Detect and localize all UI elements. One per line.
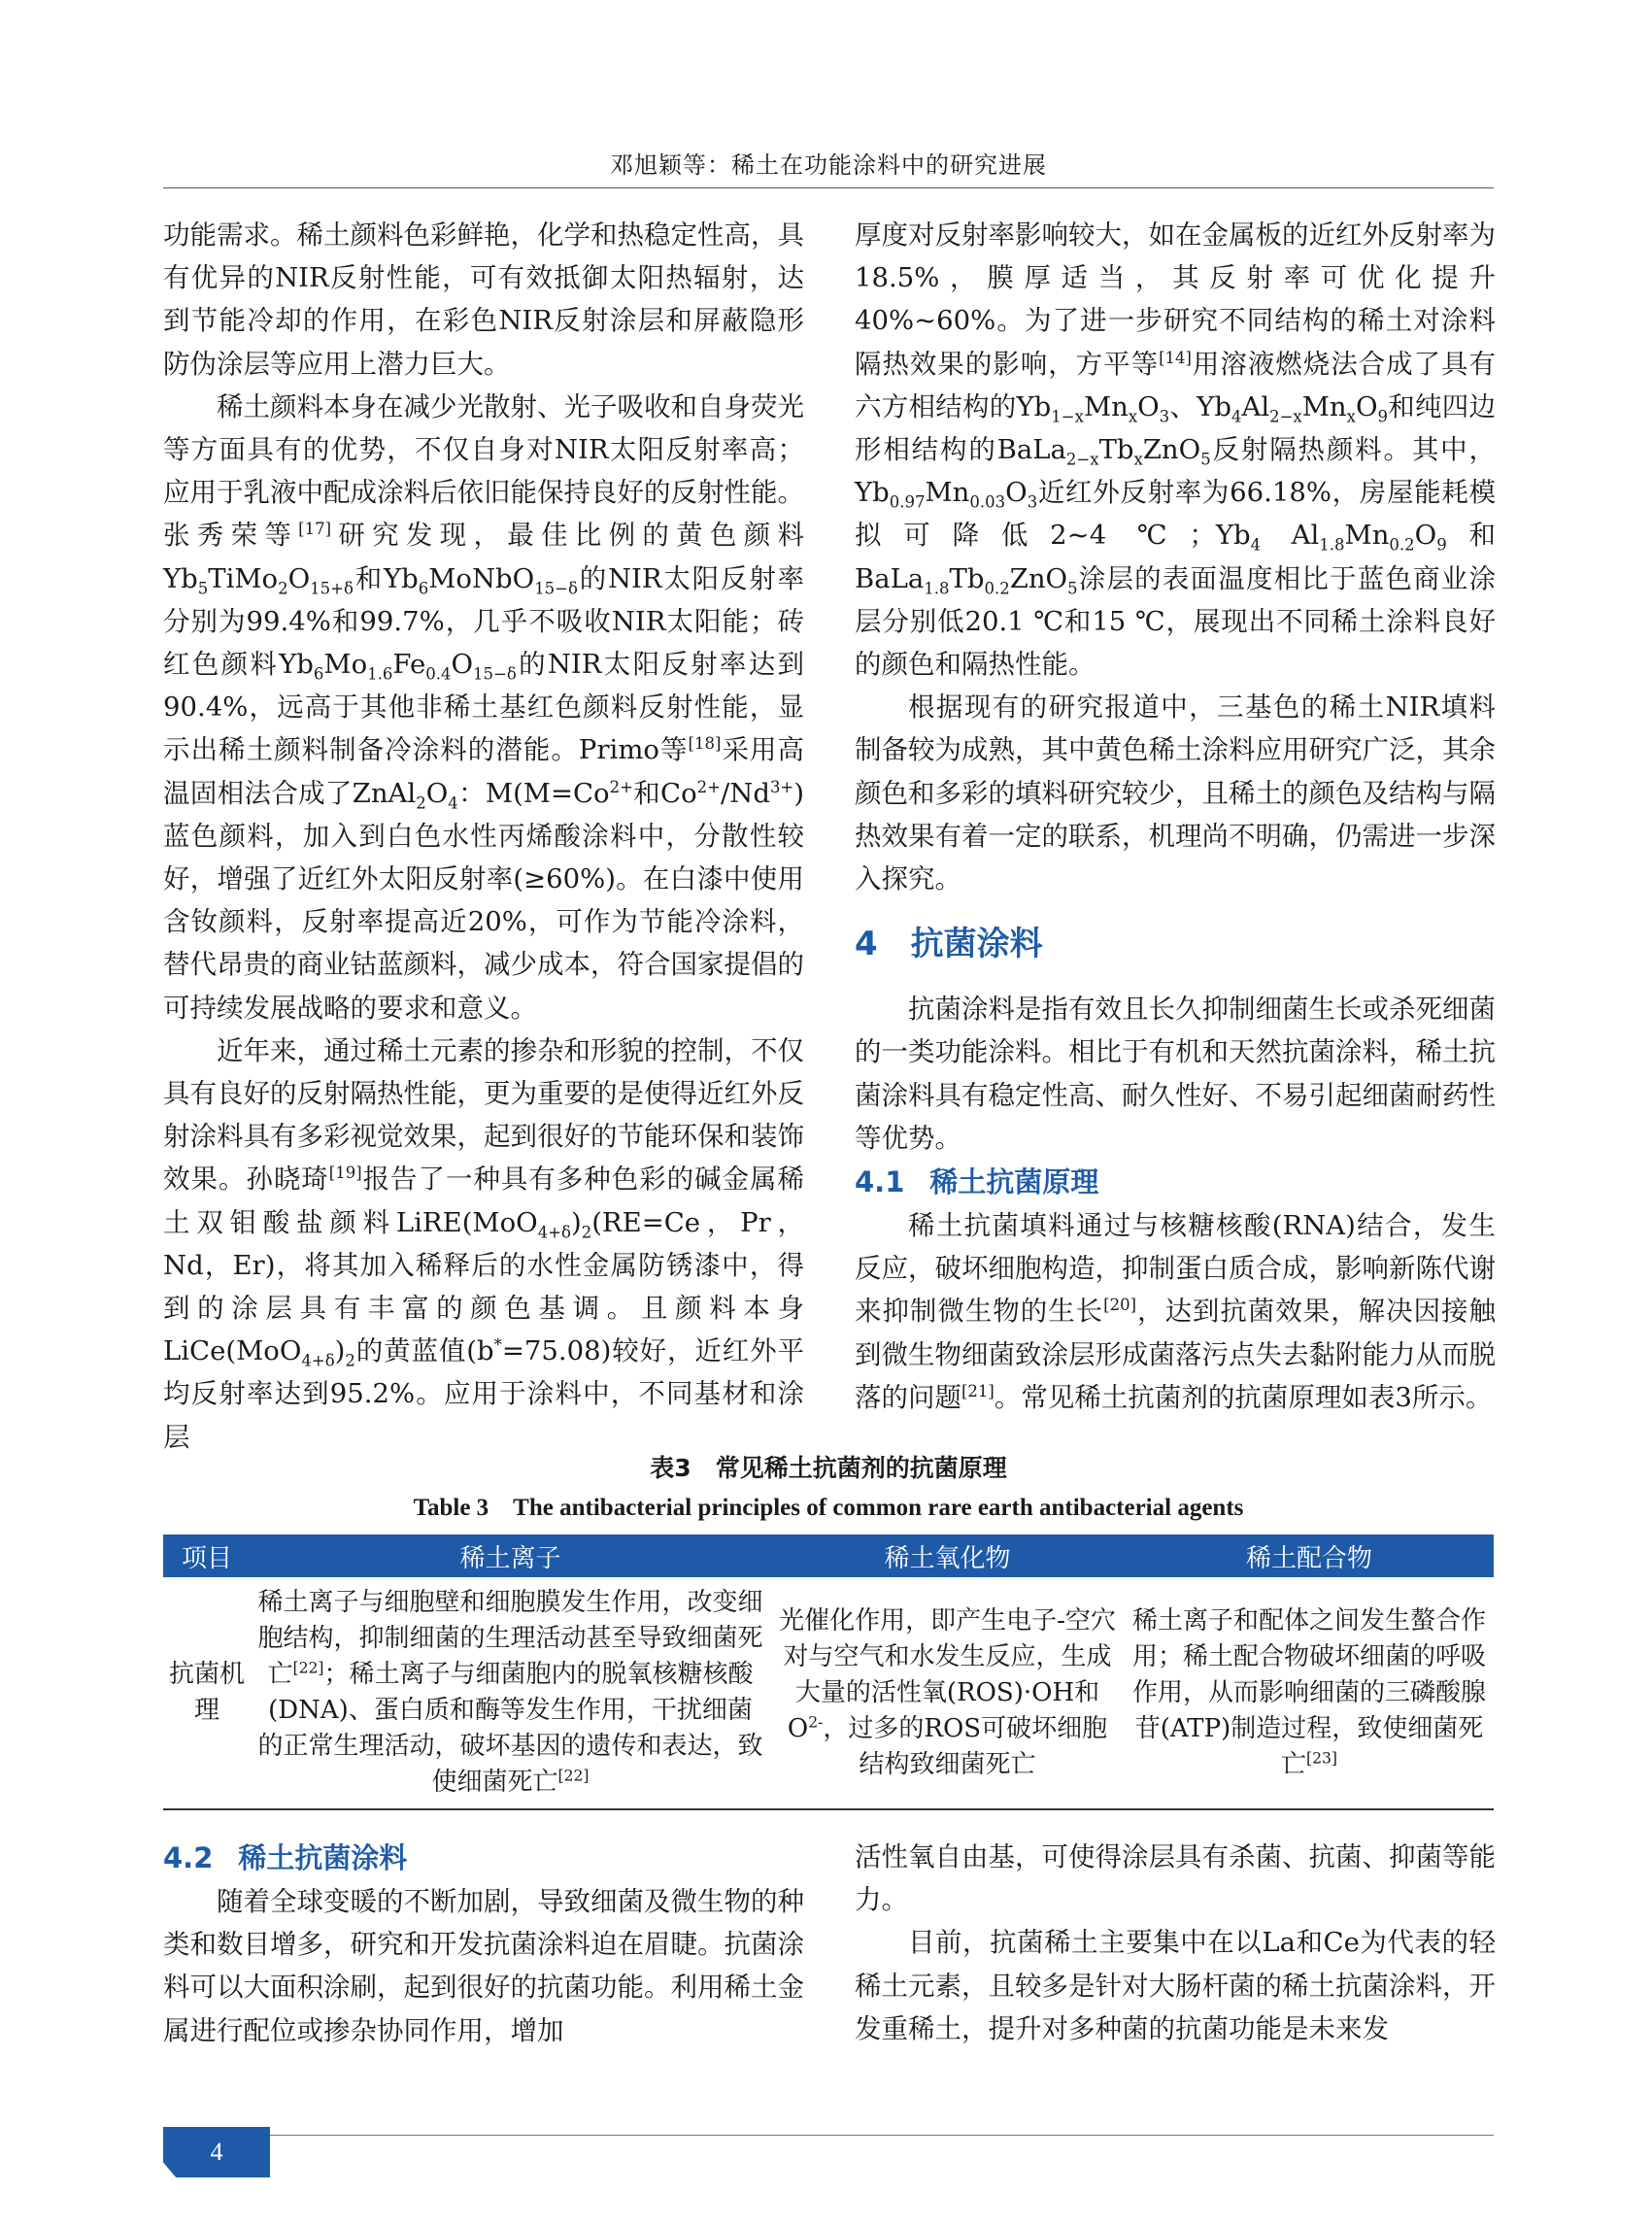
paragraph: 根据现有的研究报道中，三基色的稀土NIR填料制备较为成熟，其中黄色稀土涂料应用研究广泛，其余颜色和多彩的填料研究较少，且稀土的颜色及结构与隔热效果有着一定的联系，机理尚不明确，仍需进一步深入探究。 bbox=[855, 691, 1496, 895]
table-header-row bbox=[163, 1535, 1494, 1577]
citation: [19] bbox=[328, 1164, 362, 1183]
section-heading-4: 4 抗菌涂料 bbox=[855, 925, 1043, 964]
citation: [17] bbox=[298, 520, 332, 539]
citation: [22] bbox=[557, 1767, 590, 1785]
left-column bbox=[163, 214, 804, 1459]
citation: [21] bbox=[961, 1381, 995, 1400]
paragraph: 目前，抗菌稀土主要集中在以La和Ce为代表的轻稀土元素，且较多是针对大肠杆菌的稀土抗菌涂料，开发重稀土，提升对多种菌的抗菌功能是未来发 bbox=[855, 1927, 1496, 2044]
page-number: 4 bbox=[210, 2138, 223, 2166]
paragraph: 随着全球变暖的不断加剧，导致细菌及微生物的种类和数目增多，研究和开发抗菌涂料迫在眉睫。抗菌涂料可以大面积涂刷，起到很好的抗菌功能。利用稀土金属进行配位或掺杂协同作用，增加 bbox=[163, 1886, 804, 2046]
table-header: 稀土离子 bbox=[251, 1535, 770, 1577]
header-rule bbox=[163, 187, 1494, 188]
table-cell: 稀土离子和配体之间发生螯合作用；稀土配合物破坏细菌的呼吸作用，从而影响细菌的三磷酸腺苷(ATP)制造过程，致使细菌死亡[23] bbox=[1125, 1577, 1494, 1809]
section-heading-4-1: 4.1 稀土抗菌原理 bbox=[855, 1165, 1099, 1199]
table-header: 稀土配合物 bbox=[1125, 1535, 1494, 1577]
right-column-bottom bbox=[855, 1836, 1496, 2050]
citation: [14] bbox=[1159, 348, 1192, 367]
antibacterial-table bbox=[163, 1535, 1494, 1810]
table-cell: 光催化作用，即产生电子-空穴对与空气和水发生反应，生成大量的活性氧(ROS)·OH和$O^{2-}$，过多的ROS可破坏细胞结构致细菌死亡 bbox=[770, 1577, 1125, 1809]
paragraph: 功能需求。稀土颜料色彩鲜艳，化学和热稳定性高，具有优异的NIR反射性能，可有效抵御太阳热辐射，达到节能冷却的作用，在彩色NIR反射涂层和屏蔽隐形防伪涂层等应用上潜力巨大。 bbox=[163, 219, 804, 380]
footer-rule bbox=[163, 2135, 1494, 2136]
citation: [18] bbox=[688, 734, 722, 754]
right-column bbox=[855, 214, 1496, 1419]
running-header: 邓旭颖等：稀土在功能涂料中的研究进展 bbox=[610, 152, 1047, 179]
paragraph: 厚度对反射率影响较大，如在金属板的近红外反射率为18.5%，膜厚适当，其反射率可优化提升40%~60%。为了进一步研究不同结构的稀土对涂料隔热效果的影响，方平等[14]用溶液燃烧法合成了具有六方相结构的$Yb_{1-x}Mn_xO_3$、$Yb_4Al_{2-x}Mn_xO_9$和纯四边形相结构的$BaLa_{2-x}Tb_xZnO_5$反射隔热颜料。其中，$Yb_{0.97}Mn_{0.03}O_3$近红外反射率为66.18%，房屋能耗模拟可降低2~4 ℃；$Yb_4$ $Al_{1.8}Mn_{0.2}O_9$和$BaLa_{1.8}Tb_{0.2}ZnO_5$涂层的表面温度相比于蓝色商业涂层分别低20.1 ℃和15 ℃，展现出不同稀土涂料良好的颜色和隔热性能。 bbox=[855, 219, 1497, 681]
paragraph: 近年来，通过稀土元素的掺杂和形貌的控制，不仅具有良好的反射隔热性能，更为重要的是使得近红外反射涂料具有多彩视觉效果，起到很好的节能环保和装饰效果。孙晓琦[19]报告了一种具有多种色彩的碱金属稀土双钼酸盐颜料$LiRE(MoO_{4+\delta})_2(RE=Ce$，Pr，Nd，Er)，将其加入稀释后的水性金属防锈漆中，得到的涂层具有丰富的颜色基调。且颜料本身$LiCe(MoO_{4+\delta})_2$的黄蓝值(b*=75.08)较好，近红外平均反射率达到95.2%。应用于涂料中，不同基材和涂层 bbox=[163, 1034, 805, 1453]
table-caption-en: Table 3 The antibacterial principles of common rare earth antibacterial agents bbox=[413, 1495, 1244, 1521]
section-heading-4-2: 4.2 稀土抗菌涂料 bbox=[163, 1841, 408, 1874]
left-column-bottom bbox=[163, 1836, 804, 2052]
paragraph: 抗菌涂料是指有效且长久抑制细菌生长或杀死细菌的一类功能涂料。相比于有机和天然抗菌涂料，稀土抗菌涂料具有稳定性高、耐久性好、不易引起细菌耐药性等优势。 bbox=[855, 994, 1496, 1154]
paragraph: 稀土颜料本身在减少光散射、光子吸收和自身荧光等方面具有的优势，不仅自身对NIR太阳反射率高；应用于乳液中配成涂料后依旧能保持良好的反射性能。张秀荣等[17]研究发现，最佳比例的黄色颜料$Yb_5TiMo_2O_{15+\delta}$和$Yb_6MoNbO_{15-\delta}$的NIR太阳反射率分别为99.4%和99.7%，几乎不吸收NIR太阳能；砖红色颜料$Yb_6Mo_{1.6}Fe_{0.4}O_{15-\delta}$的NIR太阳反射率达到90.4%，远高于其他非稀土基红色颜料反射性能，显示出稀土颜料制备冷涂料的潜能。Primo等[18]采用高温固相法合成了$ZnAl_2O_4$：$M(M=Co^{2+}$和$Co^{2+}/Nd^{3+}$)蓝色颜料，加入到白色水性丙烯酸涂料中，分散性较好，增强了近红外太阳反射率(≥60%)。在白漆中使用含钕颜料，反射率提高近20%，可作为节能冷涂料，替代昂贵的商业钴蓝颜料，减少成本，符合国家提倡的可持续发展战略的要求和意义。 bbox=[163, 390, 805, 1024]
table-header: 项目 bbox=[163, 1535, 251, 1577]
table-cell-label: 抗菌机理 bbox=[163, 1577, 251, 1809]
table-row bbox=[163, 1577, 1494, 1809]
paragraph: 活性氧自由基，可使得涂层具有杀菌、抗菌、抑菌等能力。 bbox=[855, 1841, 1496, 1916]
citation: [20] bbox=[1103, 1296, 1137, 1315]
table-caption-zh: 表3 常见稀土抗菌剂的抗菌原理 bbox=[650, 1454, 1007, 1482]
citation: [22] bbox=[292, 1659, 324, 1677]
table-header: 稀土氧化物 bbox=[770, 1535, 1125, 1577]
table-cell: 稀土离子与细胞壁和细胞膜发生作用，改变细胞结构，抑制细菌的生理活动甚至导致细菌死亡[22]；稀土离子与细菌胞内的脱氧核糖核酸(DNA)、蛋白质和酶等发生作用，干扰细菌的正常生理活动，破坏基因的遗传和表达，致使细菌死亡[22] bbox=[251, 1577, 770, 1809]
citation: [23] bbox=[1306, 1748, 1338, 1767]
paragraph: 稀土抗菌填料通过与核糖核酸(RNA)结合，发生反应，破坏细胞构造，抑制蛋白质合成，影响新陈代谢来抑制微生物的生长[20]，达到抗菌效果，解决因接触到微生物细菌致涂层形成菌落污点失去黏附能力从而脱落的问题[21]。常见稀土抗菌剂的抗菌原理如表3所示。 bbox=[855, 1210, 1497, 1413]
